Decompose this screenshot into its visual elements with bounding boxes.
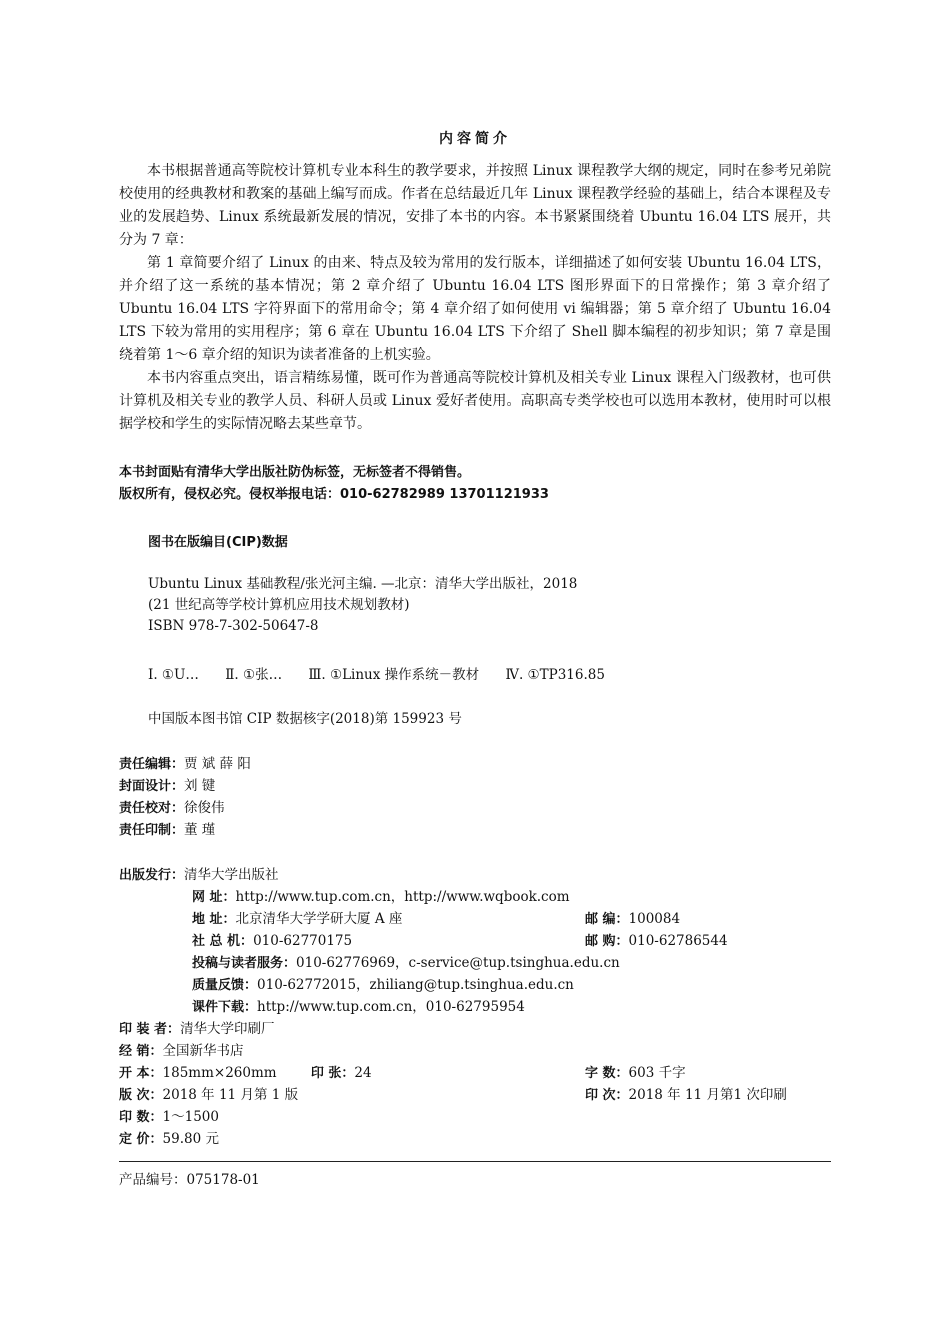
- switchboard-value: 010-62770175: [253, 933, 353, 949]
- credit-label: 责任编辑：: [119, 757, 185, 772]
- download-value: http://www.tup.com.cn，010-62795954: [257, 999, 525, 1015]
- postcode-label: 邮 编：: [585, 912, 629, 927]
- word-count: [585, 1062, 686, 1085]
- cip-title: 图书在版编目(CIP)数据: [148, 535, 288, 550]
- edition-row: [119, 1084, 831, 1106]
- word-count-label: 字 数：: [585, 1066, 629, 1081]
- price-label: 定 价：: [119, 1132, 163, 1147]
- switchboard-label: 社 总 机：: [192, 934, 254, 949]
- credit-value: 徐俊伟: [184, 800, 225, 816]
- print-run-value: 1～1500: [162, 1109, 219, 1125]
- intro-paragraph: 本书根据普通高等院校计算机专业本科生的教学要求，并按照 Linux 课程教学大纲的规定，同时在参考兄弟院校使用的经典教材和教案的基础上编写而成。作者在总结最近几年 Linux 课程教学经验的基础上，结合本课程及专业的发展趋势、Linux 系统最新发展的情况，安排了本书的内容。本书紧紧围绕着 Ubuntu 16.04 LTS 展开，共分为 7 章：: [119, 163, 831, 248]
- mail-order: [585, 930, 728, 953]
- cip-isbn: ISBN 978-7-302-50647-8: [148, 618, 319, 634]
- postcode-value: 100084: [628, 911, 681, 927]
- publisher-row: [119, 864, 831, 886]
- download-row: [119, 996, 831, 1018]
- credit-value: 董 瑾: [184, 822, 216, 838]
- distributor-label: 经 销：: [119, 1044, 163, 1059]
- printing: [585, 1084, 787, 1107]
- staff-credits: [119, 753, 831, 841]
- credit-row: [119, 775, 831, 797]
- credit-value: 贾 斌 薛 阳: [184, 756, 251, 772]
- product-number: [119, 1168, 260, 1188]
- cip-series-line: (21 世纪高等学校计算机应用技术规划教材): [148, 597, 410, 613]
- intro-title: 内容简介: [439, 131, 511, 147]
- submission-value: 010-62776969，c-service@tup.tsinghua.edu.cn: [296, 955, 620, 971]
- publisher-label: 出版发行：: [119, 868, 185, 883]
- address-value: 北京清华大学学研大厦 A 座: [235, 911, 403, 927]
- edition-label: 版 次：: [119, 1088, 163, 1103]
- printing-value: 2018 年 11 月第1 次印刷: [628, 1087, 787, 1103]
- cip-class-item: Ⅱ. ①张…: [225, 667, 283, 683]
- cip-classification: [148, 663, 627, 683]
- cip-class-item: Ⅲ. ①Linux 操作系统－教材: [308, 667, 480, 683]
- website-label: 网 址：: [192, 890, 236, 905]
- website-value: http://www.tup.com.cn，http://www.wqbook.com: [235, 889, 570, 905]
- publishing-info: [119, 864, 831, 1150]
- feedback-value: 010-62772015，zhiliang@tup.tsinghua.edu.cn: [257, 977, 574, 993]
- publisher-value: 清华大学出版社: [184, 867, 279, 883]
- postcode: [585, 908, 680, 931]
- intro-body: [119, 160, 831, 436]
- word-count-value: 603 千字: [628, 1065, 686, 1081]
- format-label: 开 本：: [119, 1066, 163, 1081]
- product-value: 075178-01: [186, 1172, 260, 1188]
- cip-class-item: Ⅰ. ①U…: [148, 667, 199, 683]
- cip-data-number: 中国版本图书馆 CIP 数据核字(2018)第 159923 号: [148, 711, 462, 727]
- anti-counterfeit-notice: 本书封面贴有清华大学出版社防伪标签，无标签者不得销售。: [119, 465, 471, 480]
- print-run-row: [119, 1106, 831, 1128]
- credit-label: 责任印制：: [119, 823, 185, 838]
- distributor-value: 全国新华书店: [162, 1043, 244, 1059]
- credit-label: 责任校对：: [119, 801, 185, 816]
- print-run-label: 印 数：: [119, 1110, 163, 1125]
- switchboard-row: [119, 930, 831, 952]
- feedback-row: [119, 974, 831, 996]
- submission-row: [119, 952, 831, 974]
- website-row: [119, 886, 831, 908]
- credit-row: [119, 797, 831, 819]
- sheets-label: 印 张：: [310, 1066, 355, 1081]
- mail-order-value: 010-62786544: [628, 933, 728, 949]
- download-label: 课件下载：: [192, 1000, 258, 1015]
- mail-order-label: 邮 购：: [585, 934, 629, 949]
- credit-row: [119, 819, 831, 841]
- format-value: 185mm×260mm: [162, 1065, 277, 1081]
- printer-label: 印 装 者：: [119, 1022, 181, 1037]
- printer-row: [119, 1018, 831, 1040]
- product-label: 产品编号：: [119, 1172, 187, 1188]
- feedback-label: 质量反馈：: [192, 978, 258, 993]
- copyright-notice: [119, 462, 831, 506]
- credit-row: [119, 753, 831, 775]
- credit-label: 封面设计：: [119, 779, 185, 794]
- printer-value: 清华大学印刷厂: [180, 1021, 275, 1037]
- distributor-row: [119, 1040, 831, 1062]
- printing-label: 印 次：: [585, 1088, 629, 1103]
- price-row: [119, 1128, 831, 1150]
- address-row: [119, 908, 831, 930]
- cip-class-item: Ⅳ. ①TP316.85: [505, 667, 605, 683]
- format-row: [119, 1062, 831, 1084]
- sheets: [311, 1065, 372, 1081]
- intro-paragraph: 第 1 章简要介绍了 Linux 的由来、特点及较为常用的发行版本，详细描述了如何安装 Ubuntu 16.04 LTS，并介绍了这一系统的基本情况；第 2 章介绍了 Ubuntu 16.04 LTS 图形界面下的日常操作；第 3 章介绍了 Ubuntu 16.04 LTS 字符界面下的常用命令；第 4 章介绍了如何使用 vi 编辑器；第 5 章介绍了 Ubuntu 16.04 LTS 下较为常用的实用程序；第 6 章在 Ubuntu 16.04 LTS 下介绍了 Shell 脚本编程的初步知识；第 7 章是围绕着第 1～6 章介绍的知识为读者准备的上机实验。: [119, 255, 831, 363]
- divider: [119, 1161, 831, 1162]
- submission-label: 投稿与读者服务：: [192, 956, 297, 971]
- intro-paragraph: 本书内容重点突出，语言精练易懂，既可作为普通高等院校计算机及相关专业 Linux 课程入门级教材，也可供计算机及相关专业的教学人员、科研人员或 Linux 爱好者使用。高职高专类学校也可以选用本教材，使用时可以根据学校和学生的实际情况略去某些章节。: [119, 370, 831, 432]
- edition-value: 2018 年 11 月第 1 版: [162, 1087, 299, 1103]
- sheets-value: 24: [354, 1065, 372, 1081]
- credit-value: 刘 键: [184, 778, 216, 794]
- cip-title-line: Ubuntu Linux 基础教程/张光河主编. —北京：清华大学出版社，2018: [148, 576, 578, 592]
- cip-record: [148, 574, 828, 637]
- rights-notice: 版权所有，侵权必究。侵权举报电话：010-62782989 13701121933: [119, 487, 549, 502]
- price-value: 59.80 元: [162, 1131, 219, 1147]
- address-label: 地 址：: [192, 912, 236, 927]
